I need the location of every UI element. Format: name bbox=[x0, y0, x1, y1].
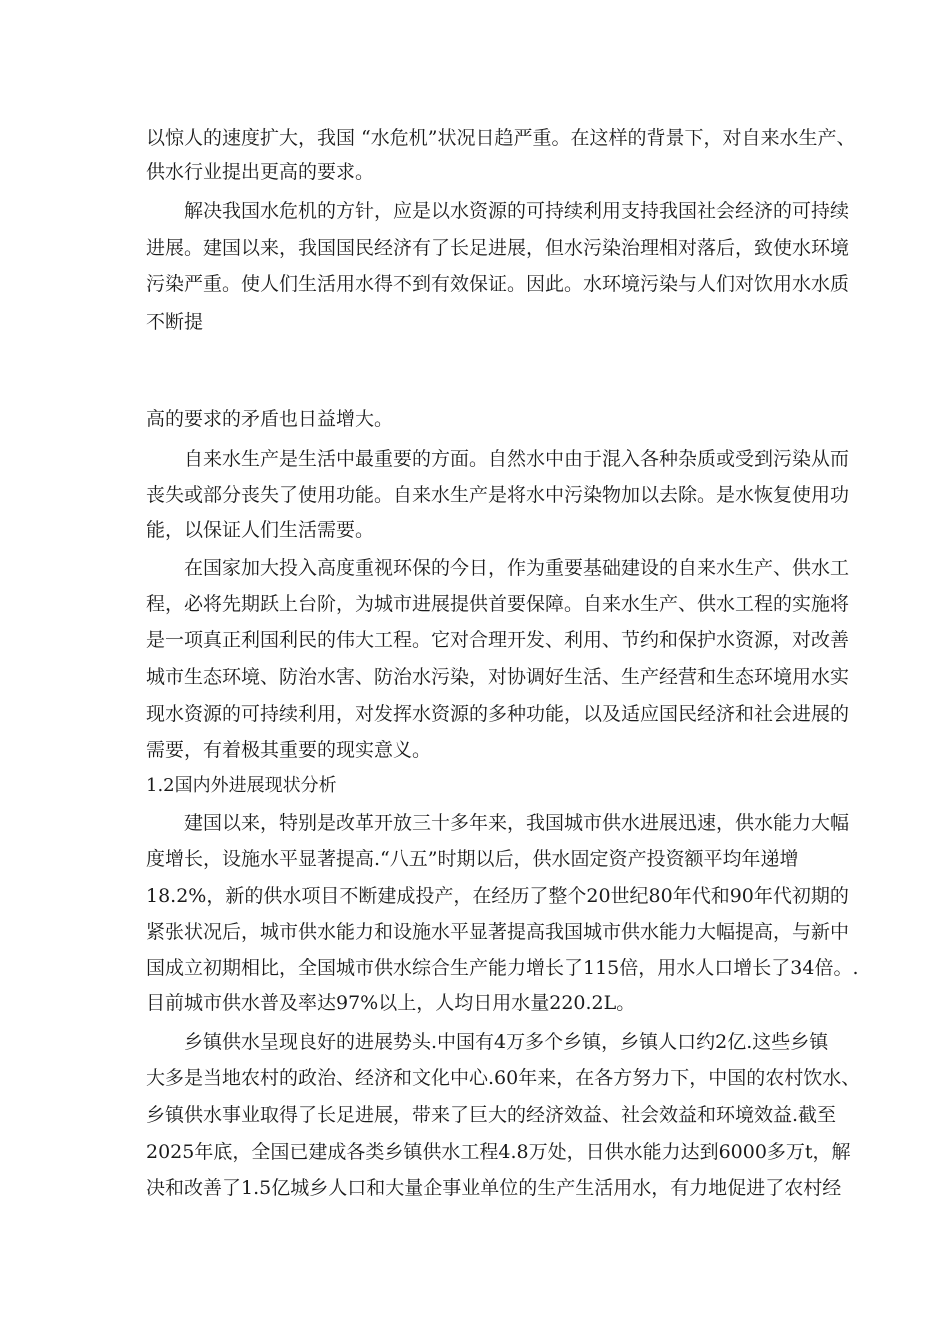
text-line: 需要，有着极其重要的现实意义。 bbox=[146, 739, 432, 761]
text-line: 城市生态环境、防治水害、防治水污染，对协调好生活、生产经营和生态环境用水实 bbox=[146, 666, 850, 688]
text-line: 度增长，设施水平显著提高.“八五”时期以后，供水固定资产投资额平均年递增 bbox=[146, 848, 799, 870]
text-line: 供水行业提出更高的要求。 bbox=[146, 161, 375, 183]
paragraph-first-line: 乡镇供水呈现良好的进展势头.中国有4万多个乡镇，乡镇人口约2亿.这些乡镇 bbox=[184, 1031, 829, 1053]
text-line: 现水资源的可持续利用，对发挥水资源的多种功能，以及适应国民经济和社会进展的 bbox=[146, 703, 850, 725]
paragraph-first-line: 解决我国水危机的方针，应是以水资源的可持续利用支持我国社会经济的可持续 bbox=[184, 200, 850, 222]
text-line: 乡镇供水事业取得了长足进展，带来了巨大的经济效益、社会效益和环境效益.截至 bbox=[146, 1104, 837, 1126]
text-line: 紧张状况后，城市供水能力和设施水平显著提高我国城市供水能力大幅提高，与新中 bbox=[146, 921, 850, 943]
text-line: 程，必将先期跃上台阶，为城市进展提供首要保障。自来水生产、供水工程的实施将 bbox=[146, 593, 850, 615]
paragraph-first-line: 自来水生产是生活中最重要的方面。自然水中由于混入各种杂质或受到污染从而 bbox=[184, 448, 850, 470]
text-line: 国成立初期相比，全国城市供水综合生产能力增长了115倍，用水人口增长了34倍。. bbox=[146, 957, 859, 979]
section-heading: 1.2国内外进展现状分析 bbox=[146, 775, 337, 796]
paragraph-first-line: 在国家加大投入高度重视环保的今日，作为重要基础建设的自来水生产、供水工 bbox=[184, 557, 850, 579]
text-line: 以惊人的速度扩大，我国 “水危机”状况日趋严重。在这样的背景下，对自来水生产、 bbox=[146, 127, 856, 149]
paragraph-first-line: 建国以来，特别是改革开放三十多年来，我国城市供水进展迅速，供水能力大幅 bbox=[184, 812, 850, 834]
text-line: 18.2%，新的供水项目不断建成投产，在经历了整个20世纪80年代和90年代初期的 bbox=[146, 885, 849, 907]
text-line: 污染严重。使人们生活用水得不到有效保证。因此。水环境污染与人们对饮用水水质 bbox=[146, 273, 850, 295]
text-line: 不断提 bbox=[146, 311, 204, 333]
text-line: 2025年底，全国已建成各类乡镇供水工程4.8万处，日供水能力达到6000多万t，解 bbox=[146, 1141, 851, 1163]
text-line: 是一项真正利国利民的伟大工程。它对合理开发、利用、节约和保护水资源，对改善 bbox=[146, 629, 850, 651]
text-line: 丧失或部分丧失了使用功能。自来水生产是将水中污染物加以去除。是水恢复使用功 bbox=[146, 484, 850, 506]
text-line: 目前城市供水普及率达97%以上，人均日用水量220.2L。 bbox=[146, 992, 636, 1014]
text-line: 高的要求的矛盾也日益增大。 bbox=[146, 408, 394, 430]
text-line: 能，以保证人们生活需要。 bbox=[146, 519, 375, 541]
text-line: 进展。建国以来，我国国民经济有了长足进展，但水污染治理相对落后，致使水环境 bbox=[146, 237, 850, 259]
text-line: 决和改善了1.5亿城乡人口和大量企事业单位的生产生活用水，有力地促进了农村经 bbox=[146, 1177, 842, 1199]
text-line: 大多是当地农村的政治、经济和文化中心.60年来，在各方努力下，中国的农村饮水、 bbox=[146, 1067, 861, 1089]
